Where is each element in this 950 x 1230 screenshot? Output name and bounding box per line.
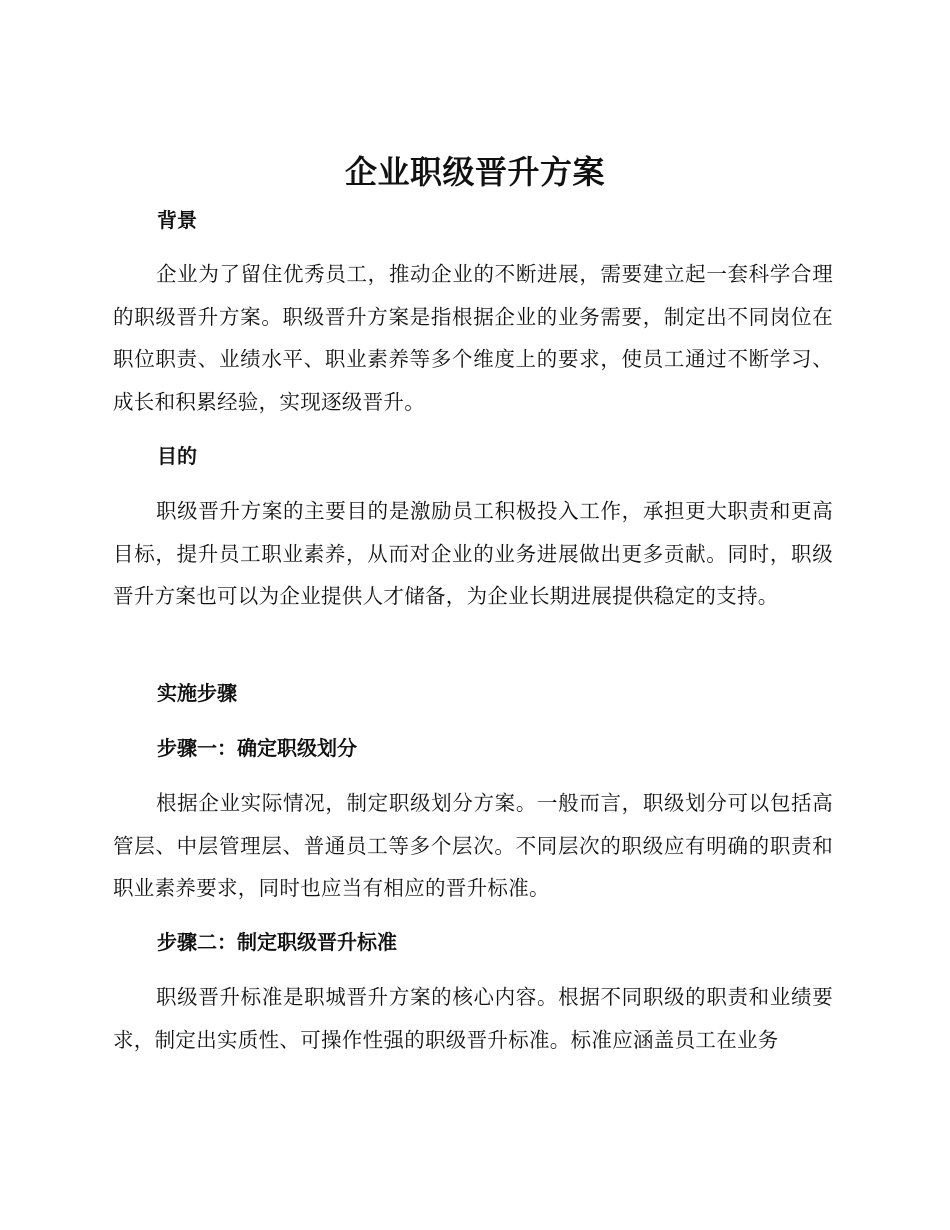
section-heading-implementation: 实施步骤 [157,681,237,705]
paragraph-background: 企业为了留住优秀员工，推动企业的不断进展，需要建立起一套科学合理的职级晋升方案。职级晋升方案是指根据企业的业务需要，制定出不同岗位在职位职责、业绩水平、职业素养等多个维度上的要求，使员工通过不断学习、成长和积累经验，实现逐级晋升。 [113,262,833,414]
document-title: 企业职级晋升方案 [344,153,605,191]
section-heading-step2: 步骤二：制定职级晋升标准 [157,930,397,954]
paragraph-step1: 根据企业实际情况，制定职级划分方案。一般而言，职级划分可以包括高管层、中层管理层、普通员工等多个层次。不同层次的职级应有明确的职责和职业素养要求，同时也应当有相应的晋升标准。 [113,791,833,900]
paragraph-purpose: 职级晋升方案的主要目的是激励员工积极投入工作，承担更大职责和更高目标，提升员工职业素养，从而对企业的业务进展做出更多贡献。同时，职级晋升方案也可以为企业提供人才储备，为企业长期进展提供稳定的支持。 [113,499,833,608]
section-heading-step1: 步骤一：确定职级划分 [157,736,357,760]
paragraph-step2: 职级晋升标准是职城晋升方案的核心内容。根据不同职级的职责和业绩要求，制定出实质性、可操作性强的职级晋升标准。标准应涵盖员工在业务 [113,985,833,1052]
section-heading-purpose: 目的 [157,444,197,468]
section-heading-background: 背景 [157,208,197,232]
